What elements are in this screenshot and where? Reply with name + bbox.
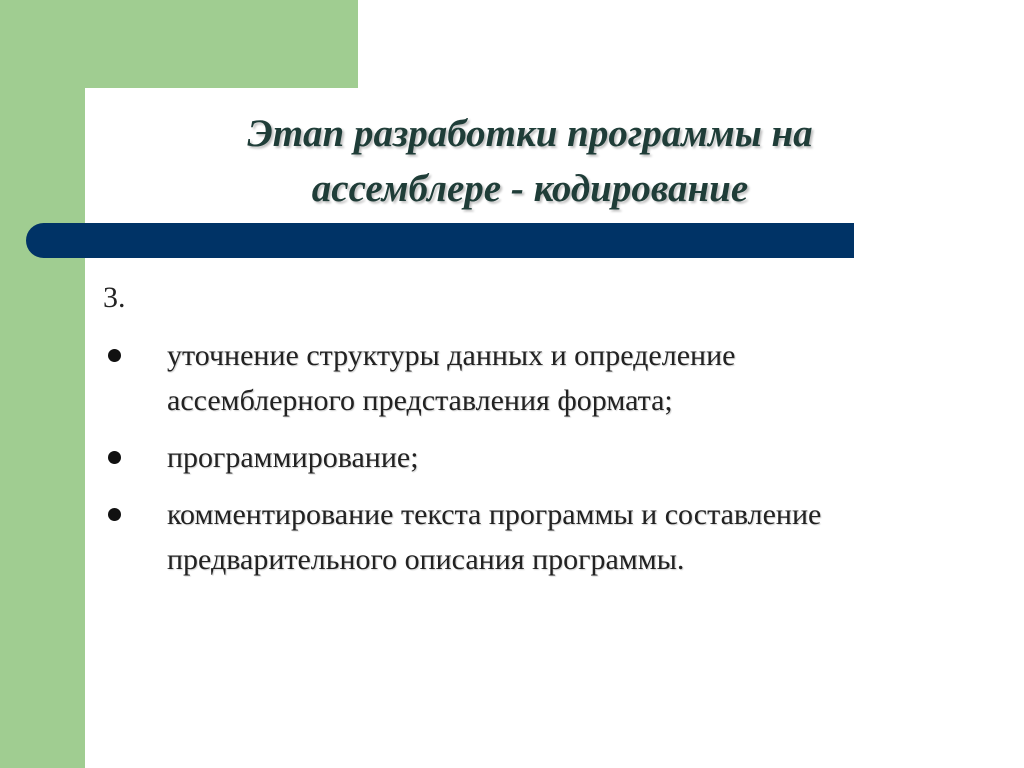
green-side-decoration xyxy=(0,0,85,768)
slide-title-line-2: ассемблере - кодирование xyxy=(311,167,749,210)
slide-title xyxy=(130,106,930,216)
bullet-text: комментирование текста программы и составление предварительного описания программы. xyxy=(167,498,822,576)
bullet-dot-icon xyxy=(108,349,121,362)
bullet-text: уточнение структуры данных и определение ассемблерного представления формата; xyxy=(167,339,736,417)
bullet-list xyxy=(103,333,903,594)
green-top-decoration xyxy=(0,0,358,88)
bullet-dot-icon xyxy=(108,451,121,464)
bullet-item xyxy=(103,435,903,480)
title-underline-bar xyxy=(26,223,854,258)
step-number: 3. xyxy=(103,281,126,314)
bullet-dot-icon xyxy=(108,508,121,521)
bullet-text: программирование; xyxy=(167,441,419,474)
bullet-item xyxy=(103,333,903,423)
bullet-item xyxy=(103,492,903,582)
slide-title-line-1: Этап разработки программы на xyxy=(247,112,813,155)
